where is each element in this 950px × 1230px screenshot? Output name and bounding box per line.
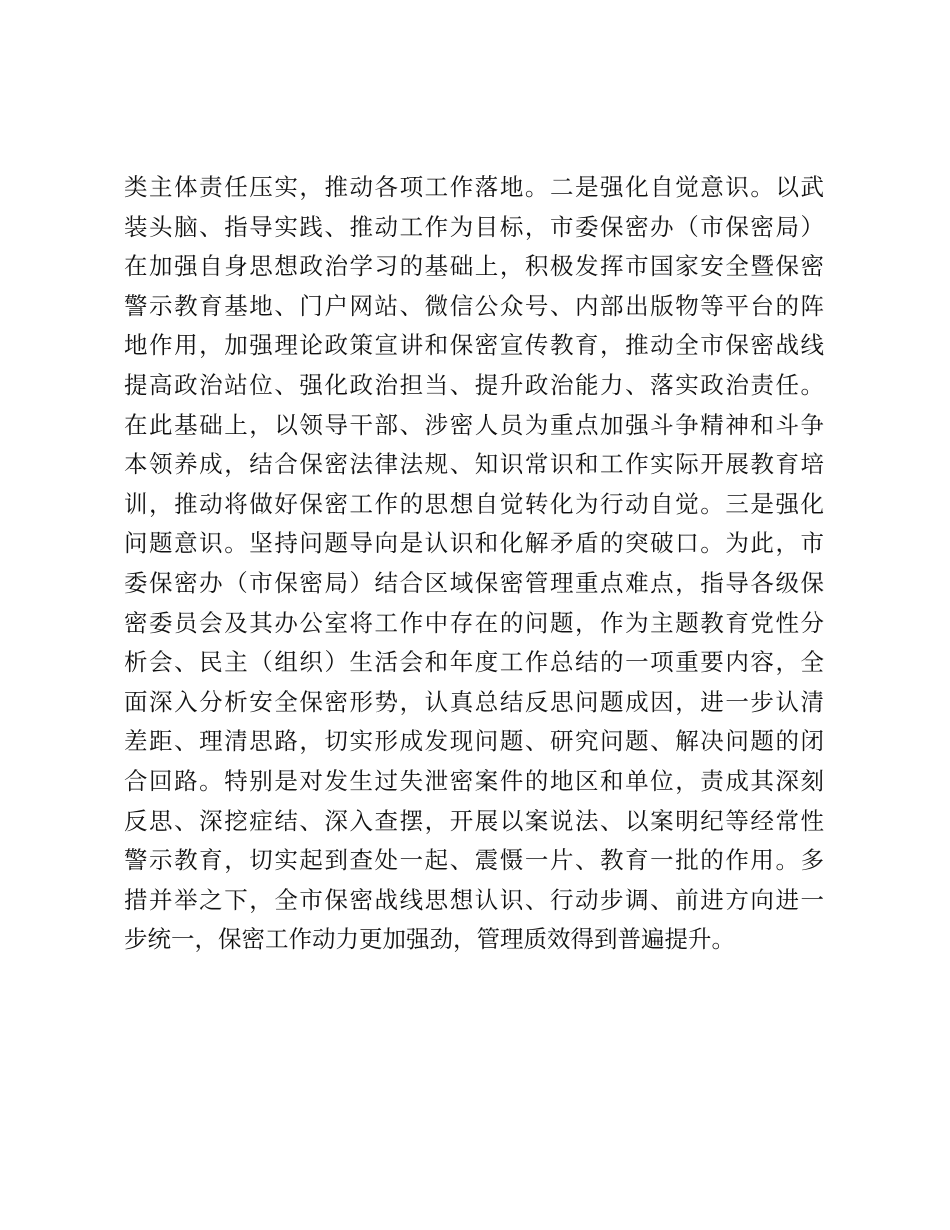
text-line: 警示教育基地、门户网站、微信公众号、内部出版物等平台的阵: [124, 291, 824, 320]
body-paragraph: [124, 168, 824, 960]
text-line: 合回路。特别是对发生过失泄密案件的地区和单位，责成其深刻: [124, 766, 824, 795]
text-line: 警示教育，切实起到查处一起、震慑一片、教育一批的作用。多: [124, 846, 824, 875]
text-line: 委保密办（市保密局）结合区域保密管理重点难点，指导各级保: [124, 568, 824, 597]
text-line: 差距、理清思路，切实形成发现问题、研究问题、解决问题的闭: [124, 727, 824, 756]
text-line: 在加强自身思想政治学习的基础上，积极发挥市国家安全暨保密: [124, 252, 824, 281]
text-line: 在此基础上，以领导干部、涉密人员为重点加强斗争精神和斗争: [124, 410, 824, 439]
text-line: 类主体责任压实，推动各项工作落地。二是强化自觉意识。以武: [124, 173, 824, 201]
text-line: 面深入分析安全保密形势，认真总结反思问题成因，进一步认清: [124, 687, 824, 716]
text-line: 步统一，保密工作动力更加强劲，管理质效得到普遍提升。: [124, 925, 735, 954]
text-line: 反思、深挖症结、深入查摆，开展以案说法、以案明纪等经常性: [124, 806, 824, 835]
text-line: 措并举之下，全市保密战线思想认识、行动步调、前进方向进一: [124, 885, 824, 914]
text-line: 析会、民主（组织）生活会和年度工作总结的一项重要内容，全: [124, 648, 824, 677]
text-line: 装头脑、指导实践、推动工作为目标，市委保密办（市保密局）: [124, 212, 824, 241]
text-line: 问题意识。坚持问题导向是认识和化解矛盾的突破口。为此，市: [124, 529, 824, 558]
text-line: 训，推动将做好保密工作的思想自觉转化为行动自觉。三是强化: [124, 489, 824, 518]
text-line: 地作用，加强理论政策宣讲和保密宣传教育，推动全市保密战线: [124, 331, 824, 360]
text-line: 本领养成，结合保密法律法规、知识常识和工作实际开展教育培: [124, 450, 824, 479]
text-line: 密委员会及其办公室将工作中存在的问题，作为主题教育党性分: [124, 608, 824, 637]
text-line: 提高政治站位、强化政治担当、提升政治能力、落实政治责任。: [124, 370, 824, 399]
